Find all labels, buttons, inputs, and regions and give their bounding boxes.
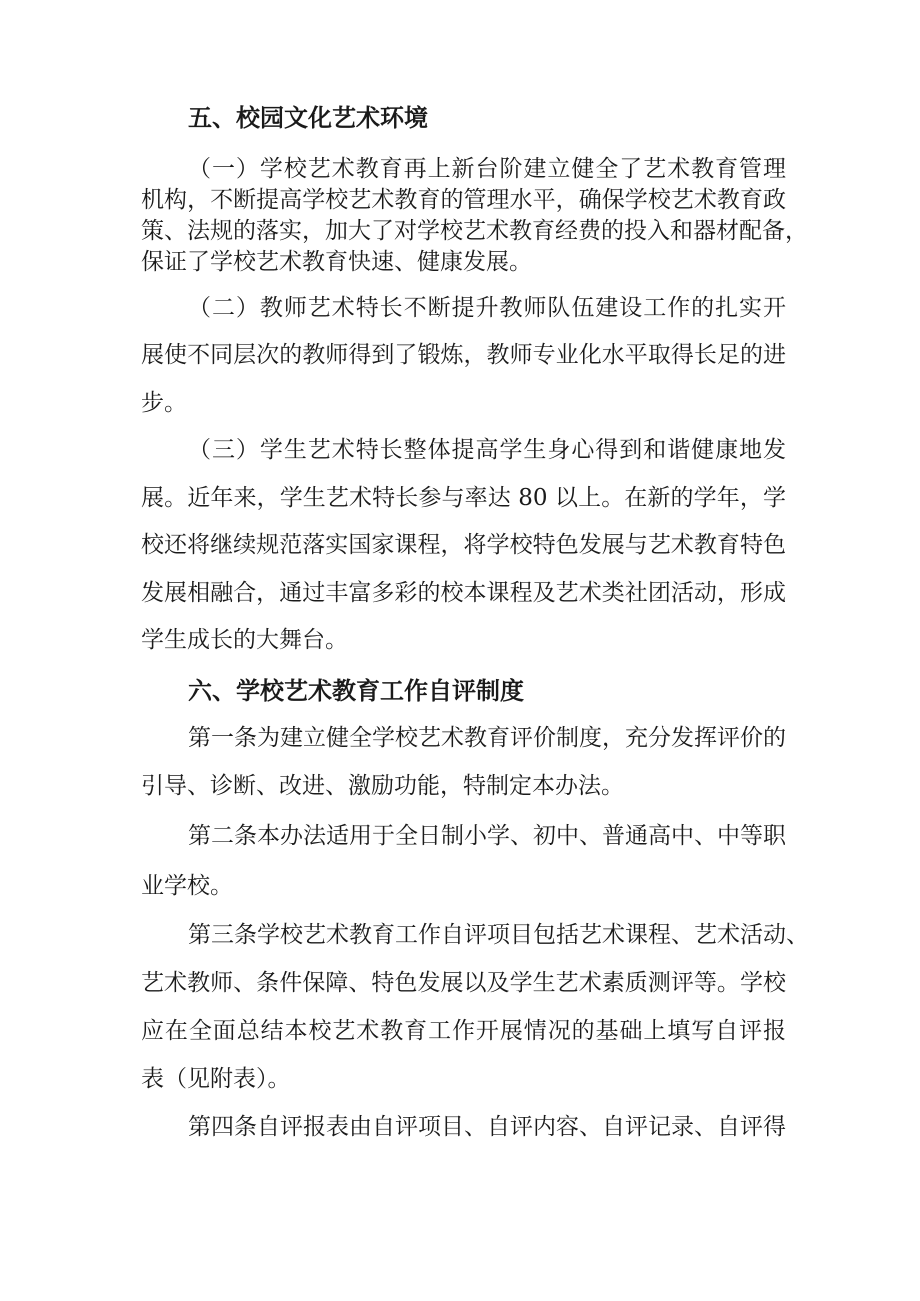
paragraph-line: 应在全面总结本校艺术教育工作开展情况的基础上填写自评报	[141, 1018, 786, 1044]
paragraph-line: 艺术教师、条件保障、特色发展以及学生艺术素质测评等。学校	[141, 970, 786, 996]
paragraph-line: 展使不同层次的教师得到了锻炼，教师专业化水平取得长足的进	[141, 342, 786, 368]
section-heading-six: 六、学校艺术教育工作自评制度	[188, 677, 524, 705]
section-heading-five: 五、校园文化艺术环境	[188, 104, 428, 132]
paragraph-line: （三）学生艺术特长整体提高学生身心得到和谐健康地发	[188, 437, 786, 463]
paragraph-line: 学生成长的大舞台。	[141, 627, 348, 653]
paragraph-line: 步。	[141, 390, 187, 416]
paragraph-line: 第二条本办法适用于全日制小学、初中、普通高中、中等职	[188, 823, 786, 849]
paragraph-line: 保证了学校艺术教育快速、健康发展。	[141, 249, 532, 275]
paragraph-line: 第三条学校艺术教育工作自评项目包括艺术课程、艺术活动、	[188, 922, 809, 948]
paragraph-line: 业学校。	[141, 873, 233, 899]
paragraph-line: （二）教师艺术特长不断提升教师队伍建设工作的扎实开	[188, 295, 786, 321]
paragraph-line: 发展相融合，通过丰富多彩的校本课程及艺术类社团活动，形成	[141, 580, 786, 606]
paragraph-line: 表（见附表）。	[141, 1066, 291, 1092]
paragraph-line: 校还将继续规范落实国家课程，将学校特色发展与艺术教育特色	[141, 532, 786, 558]
paragraph-line: （一）学校艺术教育再上新台阶建立健全了艺术教育管理	[188, 156, 786, 182]
paragraph-line: 引导、诊断、改进、激励功能，特制定本办法。	[141, 773, 624, 799]
paragraph-line: 展。近年来，学生艺术特长参与率达 80 以上。在新的学年，学	[141, 485, 786, 511]
paragraph-line: 第四条自评报表由自评项目、自评内容、自评记录、自评得	[188, 1114, 786, 1140]
paragraph-line: 机构，不断提高学校艺术教育的管理水平，确保学校艺术教育政	[141, 187, 786, 213]
paragraph-line: 第一条为建立健全学校艺术教育评价制度，充分发挥评价的	[188, 725, 786, 751]
paragraph-line: 策、法规的落实，加大了对学校艺术教育经费的投入和器材配备，	[141, 218, 808, 244]
